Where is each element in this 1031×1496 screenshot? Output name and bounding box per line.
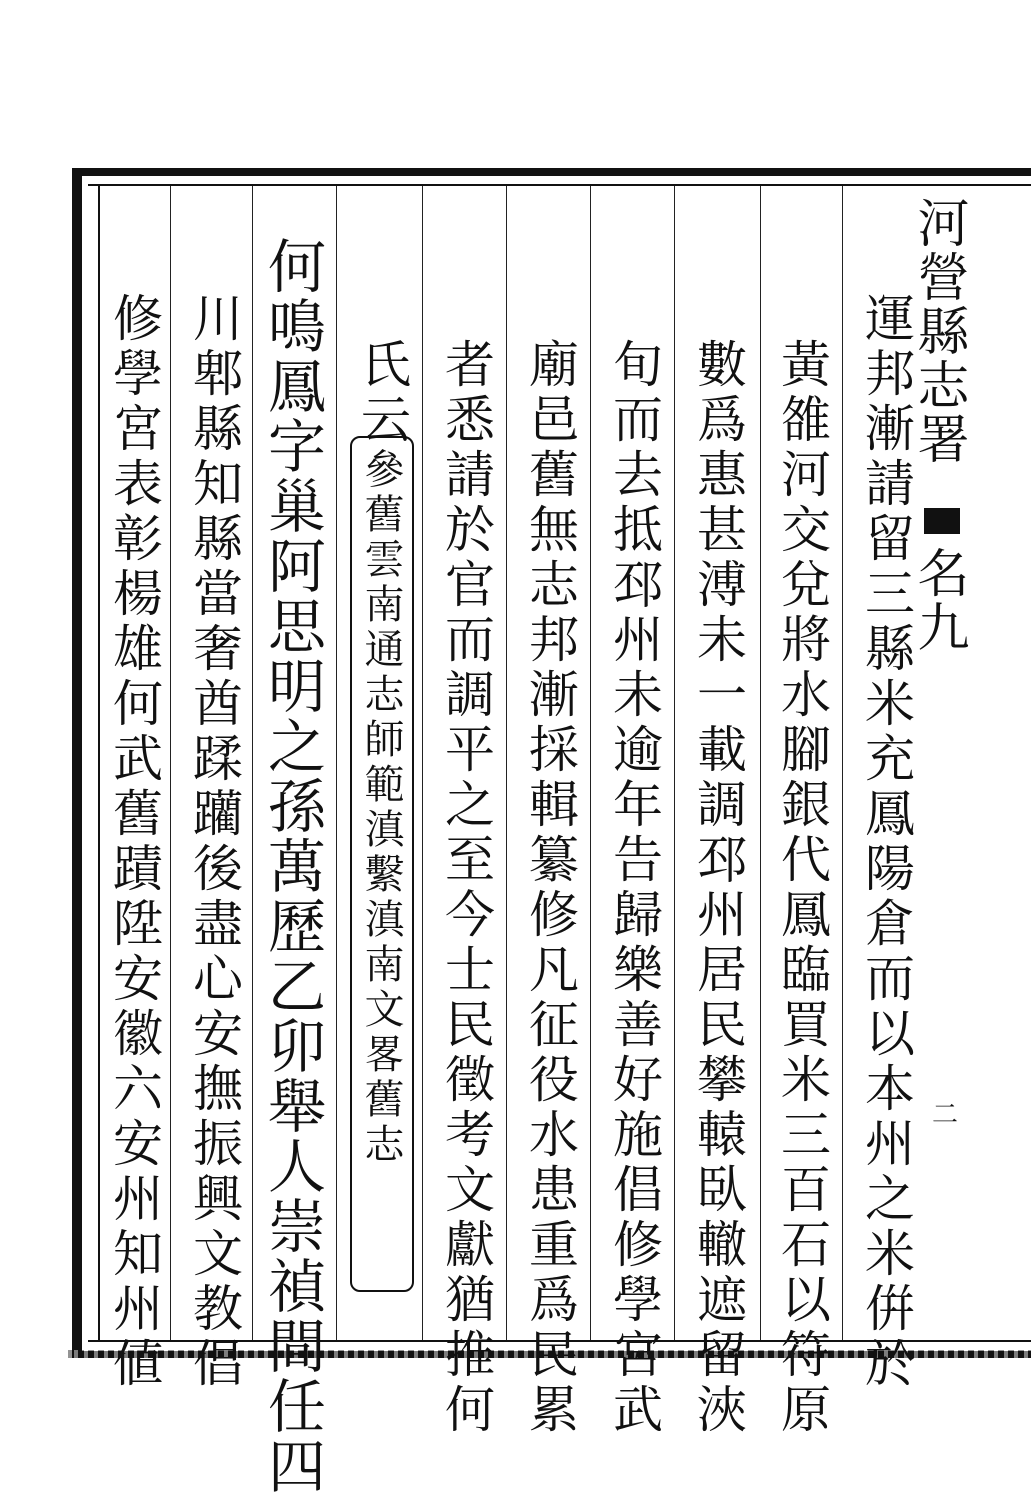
column-rule (674, 186, 675, 1340)
source-annotation: 參舊雲南通志師範滇繫滇南文畧舊志 (358, 448, 404, 1168)
text-column-heading: 何鳴鳳字巢阿思明之孫萬歷乙卯舉人崇禎間任四 (258, 236, 326, 1496)
column-rule (170, 186, 171, 1340)
text-column: 氏云 (353, 338, 411, 448)
text-column: 修學宮表彰楊雄何武舊蹟陞安徽六安州知州値 (105, 292, 163, 1392)
book-title: 河營縣志署 (908, 196, 968, 466)
fishtail-mark (924, 508, 960, 534)
text-column: 旬而去抵邳州未逾年告歸樂善好施倡修學宮武 (605, 338, 663, 1438)
text-column: 數爲惠甚溥未一載調邳州居民攀轅臥轍遮留浹 (689, 338, 747, 1438)
text-column: 黃雒河交兌將水腳銀代鳳臨買米三百石以符原 (773, 338, 831, 1438)
inner-top-rule (88, 184, 1031, 186)
text-column: 廟邑舊無志邦漸採輯纂修凡征役水患重爲民累 (521, 338, 579, 1438)
column-rule (422, 186, 423, 1340)
column-rule (590, 186, 591, 1340)
inner-left-rule (98, 184, 100, 1342)
volume-label: 名九 (908, 546, 968, 654)
column-rule (336, 186, 337, 1340)
column-rule (506, 186, 507, 1340)
text-column: 川郫縣知縣當奢酋蹂躪後盡心安撫振興文教倡 (185, 292, 243, 1392)
column-rule (842, 186, 843, 1340)
column-rule (760, 186, 761, 1340)
column-rule (252, 186, 253, 1340)
text-column: 運邦漸請留三縣米充鳳陽倉而以本州之米倂於 (857, 292, 915, 1392)
page-number: 二 (932, 1100, 959, 1130)
text-column: 者悉請於官而調平之至今士民徵考文獻猶推何 (437, 338, 495, 1438)
